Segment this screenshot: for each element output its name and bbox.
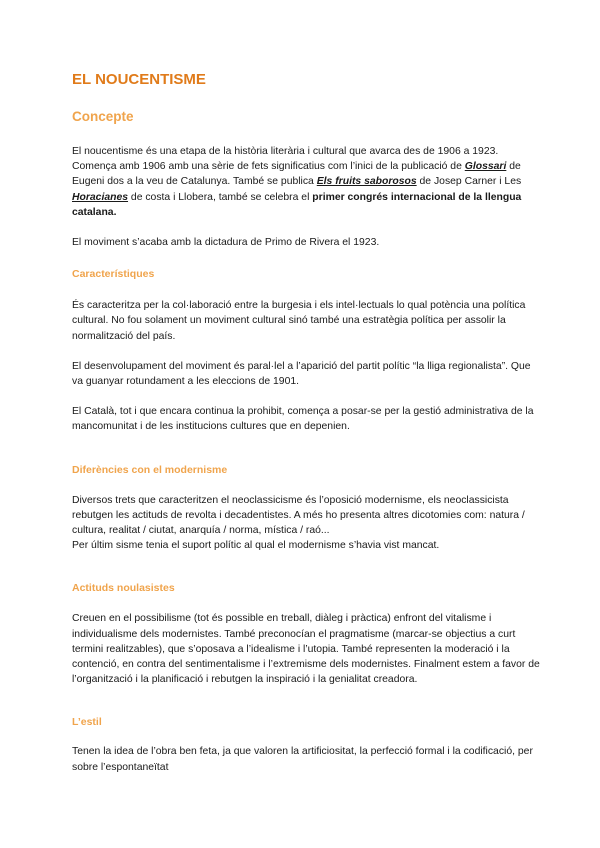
paragraph-caracteristiques-1: És caracteritza per la col·laboració entre la burgesia i els intel·lectuals lo qual potència una política cultural. No fou solament un moviment cultural sinó també una estratègia política per assolir la normalització del país. xyxy=(72,300,526,342)
text-run: El noucentisme és una etapa de la història literària i cultural que avarca des de 1906 a 1923. Comença amb 1906 amb una sèrie de fets significatius com l’inici de la publicació de xyxy=(72,146,499,173)
work-title-horacianes: Horacianes xyxy=(72,191,129,203)
paragraph-caracteristiques-2: El desenvolupament del moviment és paral·lel a l’aparició del partit polític “la lliga regionalista”. Que va guanyar rotundament a les eleccions de 1901. xyxy=(72,360,531,388)
paragraph-concepte-1 xyxy=(72,144,542,220)
paragraph-concepte-2: El moviment s’acaba amb la dictadura de Primo de Rivera el 1923. xyxy=(72,237,380,249)
bold-congres: primer congrés internacional de la llengua catalana. xyxy=(72,191,522,218)
text-run: de Eugeni dos a la veu de Catalunya. També se publica xyxy=(72,161,521,188)
work-title-fruits: Els fruits saborosos xyxy=(316,176,417,188)
paragraph-estil: Tenen la idea de l’obra ben feta, ja que valoren la artificiositat, la perfecció formal i la codificació, per sobre l’espontaneïtat xyxy=(72,746,533,773)
document-title: EL NOUCENTISME xyxy=(72,71,206,88)
document-page xyxy=(72,70,542,775)
work-title-glossari: Glossari xyxy=(464,161,507,173)
paragraph-diferencies: Diversos trets que caracteritzen el neoclassicisme és l’oposició modernisme, els neoclassicista rebutgen les actituds de revolta i decadentistes. A més ho presenta altres dicotomies com: natura / cultura, realitat / ciutat, anarquía / norma, mística / raó... Per últim sisme tenia el suport polític al qual el modernisme s’havia vist mancat. xyxy=(72,494,525,552)
section-heading-diferencies: Diferències con el modernisme xyxy=(72,463,228,476)
section-heading-caracteristiques: Característiques xyxy=(72,268,155,281)
section-heading-actituds: Actituds noulasistes xyxy=(72,582,175,595)
section-heading-estil: L’estil xyxy=(72,716,102,729)
text-run: de Josep Carner i Les xyxy=(416,176,522,188)
paragraph-caracteristiques-3: El Català, tot i que encara continua la prohibit, comença a posar-se per la gestió administrativa de la mancomunitat i de les institucions cultures que en depenien. xyxy=(72,406,534,433)
text-run: de costa i Llobera, també se celebra el xyxy=(128,191,313,203)
section-heading-concepte: Concepte xyxy=(72,109,134,124)
paragraph-actituds: Creuen en el possibilisme (tot és possible en treball, diàleg i pràctica) enfront del vitalisme i individualisme dels modernistes. També preconocían el pragmatisme (marcar-se objectius a curt termini realitzables), que s’oposava a l’idealisme i l’utopia. També representen la moderació i la contenció, en contra del sentimentalisme i l’extremisme dels modernistes. Finalment estem a favor de l’organització i la planificació i rebutgen la inspiració i la genialitat creadora. xyxy=(72,613,540,686)
